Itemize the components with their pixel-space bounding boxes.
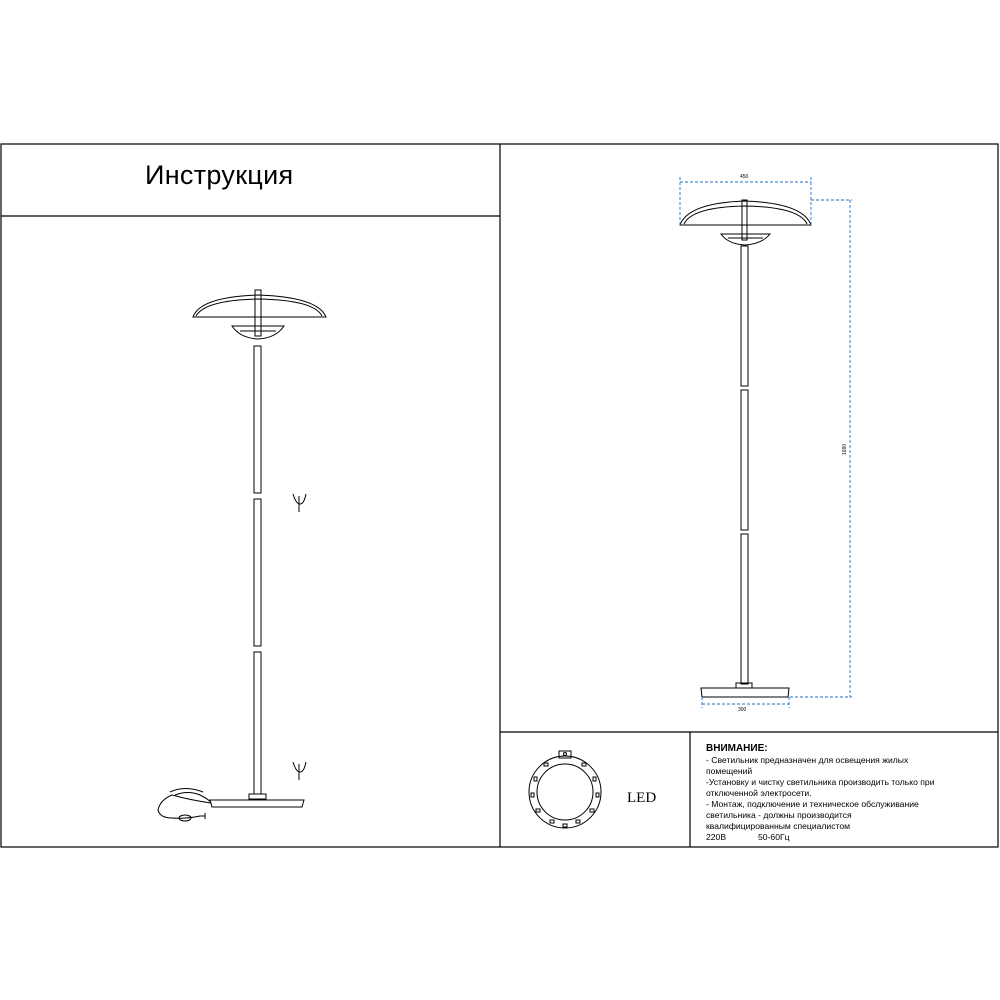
led-ring-module-icon	[520, 745, 610, 835]
warning-block	[706, 743, 998, 843]
warning-line: - Светильник предназначен для освещения жилых	[706, 755, 909, 765]
warning-line: квалифицированным специалистом	[706, 821, 851, 831]
warning-line: -Установку и чистку светильника производить только при	[706, 777, 935, 787]
warning-line: - Монтаж, подключение и техническое обслуживание	[706, 799, 919, 809]
frequency-value: 50-60Гц	[758, 832, 790, 842]
led-label: LED	[627, 790, 657, 806]
warning-heading: ВНИМАНИЕ:	[706, 743, 768, 754]
lamp-assembly-drawing	[150, 285, 340, 830]
warning-line: помещений	[706, 766, 753, 776]
height-dimension-label: 1680	[842, 443, 848, 455]
dimension-drawing	[670, 170, 870, 715]
warning-line: отключенной электросети.	[706, 788, 812, 798]
base-dimension-label: 300	[738, 707, 747, 713]
power-spec	[706, 832, 998, 843]
width-dimension-label: 450	[740, 174, 749, 180]
page-title: Инструкция	[145, 160, 294, 190]
voltage-value: 220В	[706, 832, 727, 842]
warning-line: светильника - должны производится	[706, 810, 852, 820]
